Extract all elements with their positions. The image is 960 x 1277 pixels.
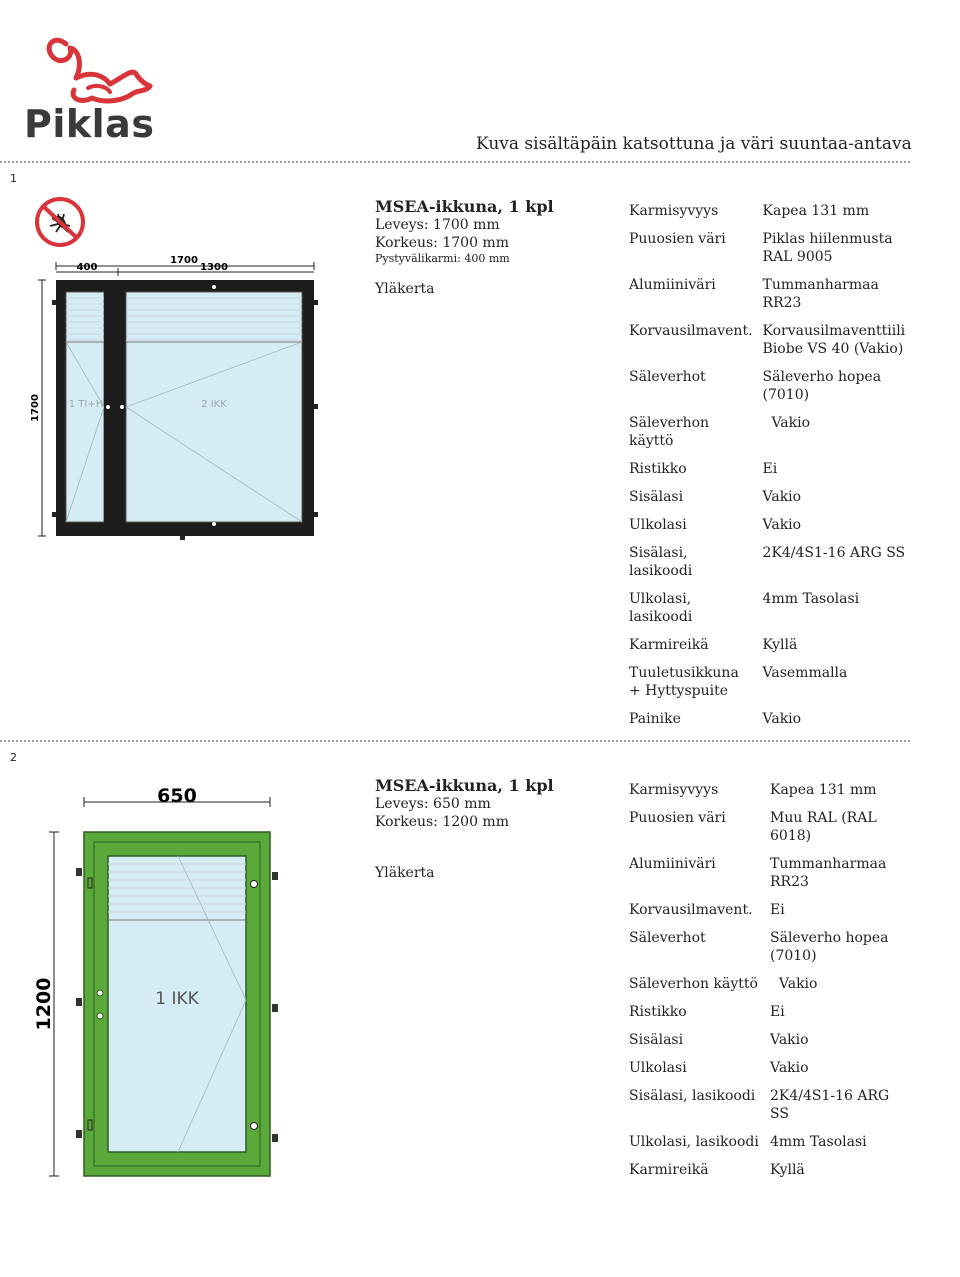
spec-label: Karmireikä [629,1162,709,1178]
spec-value: Tummanharmaa RR23 [762,277,884,311]
width-line: Leveys: 650 mm [375,796,491,812]
spec-row [629,664,909,710]
spec-label: Sisälasi, lasikoodi [629,1088,756,1104]
spec-label: Ristikko [629,1004,687,1020]
location: Yläkerta [375,281,435,297]
spec-value: Kapea 131 mm [762,203,870,219]
spec-value: Korvausilmaventtiili Biobe VS 40 (Vakio) [762,323,910,357]
spec-row [629,929,899,975]
spec-label: Sisälasi, lasikoodi [629,545,693,579]
spec-label: Karmisyvyys [629,203,719,219]
product-info-1 [375,197,605,297]
spec-value: 4mm Tasolasi [762,591,860,607]
spec-row [629,368,909,414]
sash-label-left: 1 TI+H [68,399,104,410]
window-drawing-2 [30,780,290,1180]
spec-label: Ulkolasi [629,517,687,533]
spec-row [629,1031,899,1059]
spec-value: 4mm Tasolasi [770,1134,867,1150]
spec-value: 2K4/4S1-16 ARG SS [770,1088,894,1122]
logo-text: Piklas [24,102,155,146]
spec-label: Alumiiniväri [629,277,716,293]
page-subtitle: Kuva sisältäpäin katsottuna ja väri suuntaa-antava [476,134,912,154]
spec-label: Ulkolasi [629,1060,687,1076]
spec-value: Vakio [762,711,802,727]
header-divider [0,161,910,163]
spec-row [629,414,909,460]
spec-row [629,516,909,544]
spec-value: Kyllä [762,637,798,653]
spec-value: Säleverho hopea (7010) [762,369,886,403]
window-drawing-1 [26,252,326,544]
logo [22,32,162,150]
spec-label: Korvausilmavent. [629,902,753,918]
spec-label: Säleverhon käyttö [629,976,758,992]
spec-value: Ei [770,902,785,918]
spec-row [629,322,909,368]
spec-value: Vakio [770,976,818,992]
spec-row [629,230,909,276]
spec-value: Säleverho hopea (7010) [770,930,893,964]
spec-row [629,1161,899,1189]
spec-label: Ristikko [629,461,687,477]
spec-row [629,781,899,809]
spec-row [629,1003,899,1031]
sash-label: 1 IKK [155,989,199,1009]
no-mosquito-icon [34,196,86,248]
spec-value: Ei [762,461,778,477]
height-line: Korkeus: 1700 mm [375,235,509,251]
spec-label: Säleverhot [629,369,706,385]
spec-value: Piklas hiilenmusta RAL 9005 [762,231,898,265]
spec-table-1 [629,202,909,738]
spec-label: Säleverhon käyttö [629,415,710,449]
spec-label: Sisälasi [629,489,684,505]
dim-left-width: 400 [76,262,98,273]
spec-label: Säleverhot [629,930,706,946]
spec-row [629,488,909,516]
spec-label: Tuuletusikkuna + Hyttyspuite [629,665,739,699]
dim-height: 1700 [30,394,41,422]
spec-label: Alumiiniväri [629,856,716,872]
spec-row [629,809,899,855]
spec-label: Ulkolasi, lasikoodi [629,1134,759,1150]
spec-value: Tummanharmaa RR23 [770,856,891,890]
spec-row [629,276,909,322]
spec-label: Puuosien väri [629,810,726,826]
dim-width: 650 [157,785,197,807]
spec-value: Vasemmalla [762,665,848,681]
spec-value: Vakio [770,1032,809,1048]
mullion-line: Pystyvälikarmi: 400 mm [375,252,510,265]
height-line: Korkeus: 1200 mm [375,814,509,830]
section-number: 2 [10,751,17,764]
width-line: Leveys: 1700 mm [375,217,500,233]
spec-row [629,1087,899,1133]
spec-value: Kapea 131 mm [770,782,877,798]
spec-label: Karmisyvyys [629,782,719,798]
spec-table-2 [629,781,899,1189]
spec-value: Ei [770,1004,785,1020]
spec-value: Vakio [762,489,802,505]
location: Yläkerta [375,865,435,881]
section-number: 1 [10,172,17,185]
spec-label: Korvausilmavent. [629,323,753,339]
product-title: MSEA-ikkuna, 1 kpl [375,197,554,216]
sash-label-right: 2 IKK [201,399,227,410]
spec-row [629,590,909,636]
spec-value: Vakio [770,1060,809,1076]
spec-row [629,1133,899,1161]
spec-row [629,202,909,230]
spec-label: Painike [629,711,681,727]
spec-row [629,460,909,488]
spec-value: Vakio [762,517,802,533]
spec-row [629,710,909,738]
spec-row [629,975,899,1003]
spec-row [629,1059,899,1087]
spec-row [629,544,909,590]
dim-height: 1200 [33,977,55,1031]
spec-row [629,855,899,901]
spec-row [629,901,899,929]
section-divider [0,740,910,742]
product-info-2 [375,776,605,881]
spec-value: Kyllä [770,1162,805,1178]
spec-label: Puuosien väri [629,231,726,247]
spec-value: Vakio [762,415,810,431]
spec-value: Muu RAL (RAL 6018) [770,810,882,844]
spec-label: Sisälasi [629,1032,684,1048]
product-title: MSEA-ikkuna, 1 kpl [375,776,554,795]
spec-label: Ulkolasi, lasikoodi [629,591,693,625]
spec-row [629,636,909,664]
squirrel-logo-icon [40,32,160,112]
dim-right-width: 1300 [200,262,228,273]
spec-label: Karmireikä [629,637,709,653]
spec-value: 2K4/4S1-16 ARG SS [762,545,906,561]
dim-total-width: 1700 [170,255,198,266]
